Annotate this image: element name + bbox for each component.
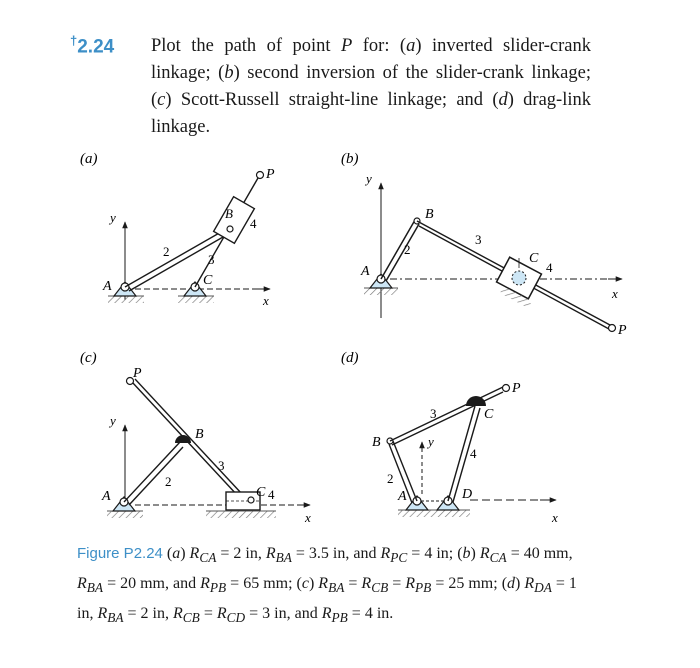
figure-c-point-B: B [195,427,204,442]
dagger-mark: † [70,33,78,48]
figure-d-link-3: 3 [430,406,437,421]
figure-b-point-C: C [529,251,539,266]
problem-statement: Plot the path of point P for: (a) inverted slider-crank linkage; (b) second inversion of the slider-crank linkage; (c) Scott-Russell straight-line linkage; and (d) drag-link linkage. [151,36,592,137]
figure-d-x-axis-label: x [552,510,558,525]
figure-a-point-B: B [225,206,233,221]
figure-c [80,350,311,525]
figure-d-point-D: D [462,487,473,502]
figure-a-link-3: 3 [208,252,215,267]
figure-a-link-2: 2 [163,244,170,259]
figure-d-point-B: B [372,435,381,450]
figure-d-point-C: C [484,407,494,422]
figure-c-link-2: 2 [165,474,172,489]
figure-c-point-C: C [256,485,266,500]
figure-a-point-C: C [203,273,213,288]
figure-a-point-A: A [103,279,112,294]
figure-b-point-A: A [361,264,370,279]
figure-c-link-4: 4 [268,487,275,502]
figure-b [341,151,627,338]
figure-a [80,151,275,308]
figure-d-label: (d) [341,350,359,366]
figure-d-y-axis-label: y [428,434,434,449]
figure-caption-text: (a) $R_{CA} = 2$ in, $R_{BA} = 3.5$ in, and $R_{PC} = 4$ in; (b) $R_{CA} = 40$ mm, $R_{BA} = 20$ mm, and $R_{PB} = 65$ mm; (c) $R_{BA} = R_{CB} = R_{PB} = 25$ mm; (d) $R_{DA} = 1$ in, $R_{BA} = 2$ in, $R_{CB} = R_{CD} = 3$ in, and $R_{PB} = 4$ in. [77,545,577,626]
figure-b-y-axis-label: y [366,171,372,186]
problem-number-value: 2.24 [77,36,115,58]
figure-a-link-4: 4 [250,216,257,231]
figure-a-x-axis-label: x [263,293,269,308]
figure-c-y-axis-label: y [110,413,116,428]
figure-b-point-P: P [618,323,627,338]
figure-b-link-2: 2 [404,242,411,257]
figure-c-point-A: A [102,489,111,504]
figure-d [341,350,558,525]
figure-a-label: (a) [80,151,98,167]
figure-b-point-B: B [425,207,434,222]
figure-d-point-A: A [398,489,407,504]
figure-a-y-axis-label: y [110,210,116,225]
figure-b-link-3: 3 [475,232,482,247]
figure-b-label: (b) [341,151,359,167]
figure-d-link-2: 2 [387,471,394,486]
figure-c-link-3: 3 [218,458,225,473]
figure-c-label: (c) [80,350,97,366]
figure-b-link-4: 4 [546,260,553,275]
figure-caption-label: Figure P2.24 [77,545,163,562]
figure-caption [77,541,577,632]
figure-c-x-axis-label: x [305,510,311,525]
figure-a-point-P: P [266,167,275,182]
figure-b-x-axis-label: x [612,286,618,301]
figure-d-point-P: P [512,381,521,396]
figure-d-link-4: 4 [470,446,477,461]
figure-c-point-P: P [133,366,142,381]
